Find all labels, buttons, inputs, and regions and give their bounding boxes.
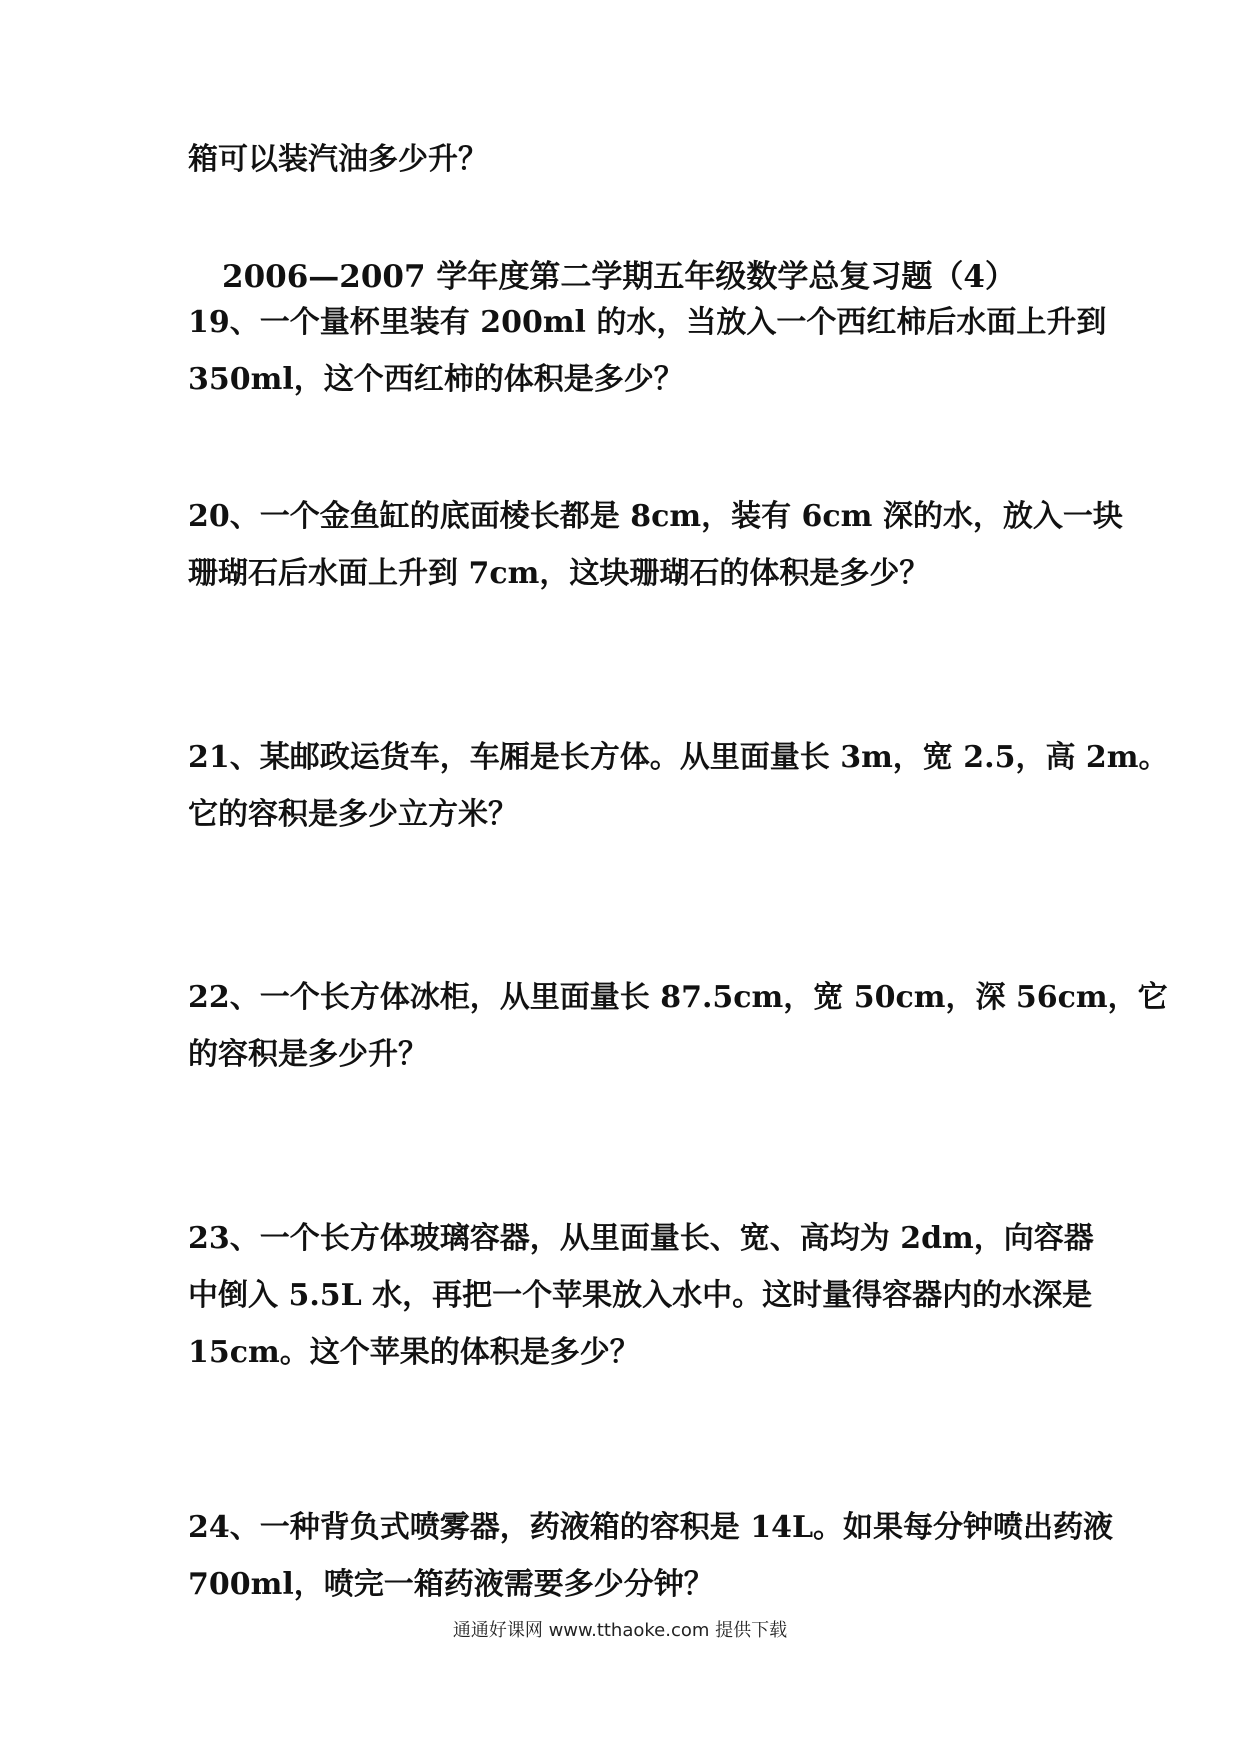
page-title: 2006—2007 学年度第二学期五年级数学总复习题（4） [222, 259, 1016, 295]
question-line: 中倒入 5.5L 水，再把一个苹果放入水中。这时量得容器内的水深是 [188, 1278, 1093, 1313]
question-line: 它的容积是多少立方米？ [188, 797, 518, 832]
question-line: 15cm。这个苹果的体积是多少？ [188, 1335, 640, 1370]
question-line: 700ml，喷完一箱药液需要多少分钟？ [188, 1567, 714, 1602]
question-line: 珊瑚石后水面上升到 7cm，这块珊瑚石的体积是多少？ [188, 556, 930, 591]
question-line: 24、一种背负式喷雾器，药液箱的容积是 14L。如果每分钟喷出药液 [188, 1510, 1114, 1545]
question-line: 23、一个长方体玻璃容器，从里面量长、宽、高均为 2dm，向容器 [188, 1221, 1094, 1256]
question-line: 19、一个量杯里装有 200ml 的水，当放入一个西红柿后水面上升到 [188, 305, 1107, 340]
question-line: 20、一个金鱼缸的底面棱长都是 8cm，装有 6cm 深的水，放入一块 [188, 499, 1123, 534]
question-line: 的容积是多少升？ [188, 1037, 428, 1072]
footer-credit: 通通好课网 www.tthaoke.com 提供下载 [452, 1620, 788, 1641]
question-line: 350ml，这个西红柿的体积是多少？ [188, 362, 684, 397]
intro-line: 箱可以装汽油多少升？ [188, 142, 488, 177]
question-line: 22、一个长方体冰柜，从里面量长 87.5cm，宽 50cm，深 56cm，它 [188, 980, 1168, 1015]
question-line: 21、某邮政运货车，车厢是长方体。从里面量长 3m，宽 2.5，高 2m。 [188, 740, 1169, 775]
